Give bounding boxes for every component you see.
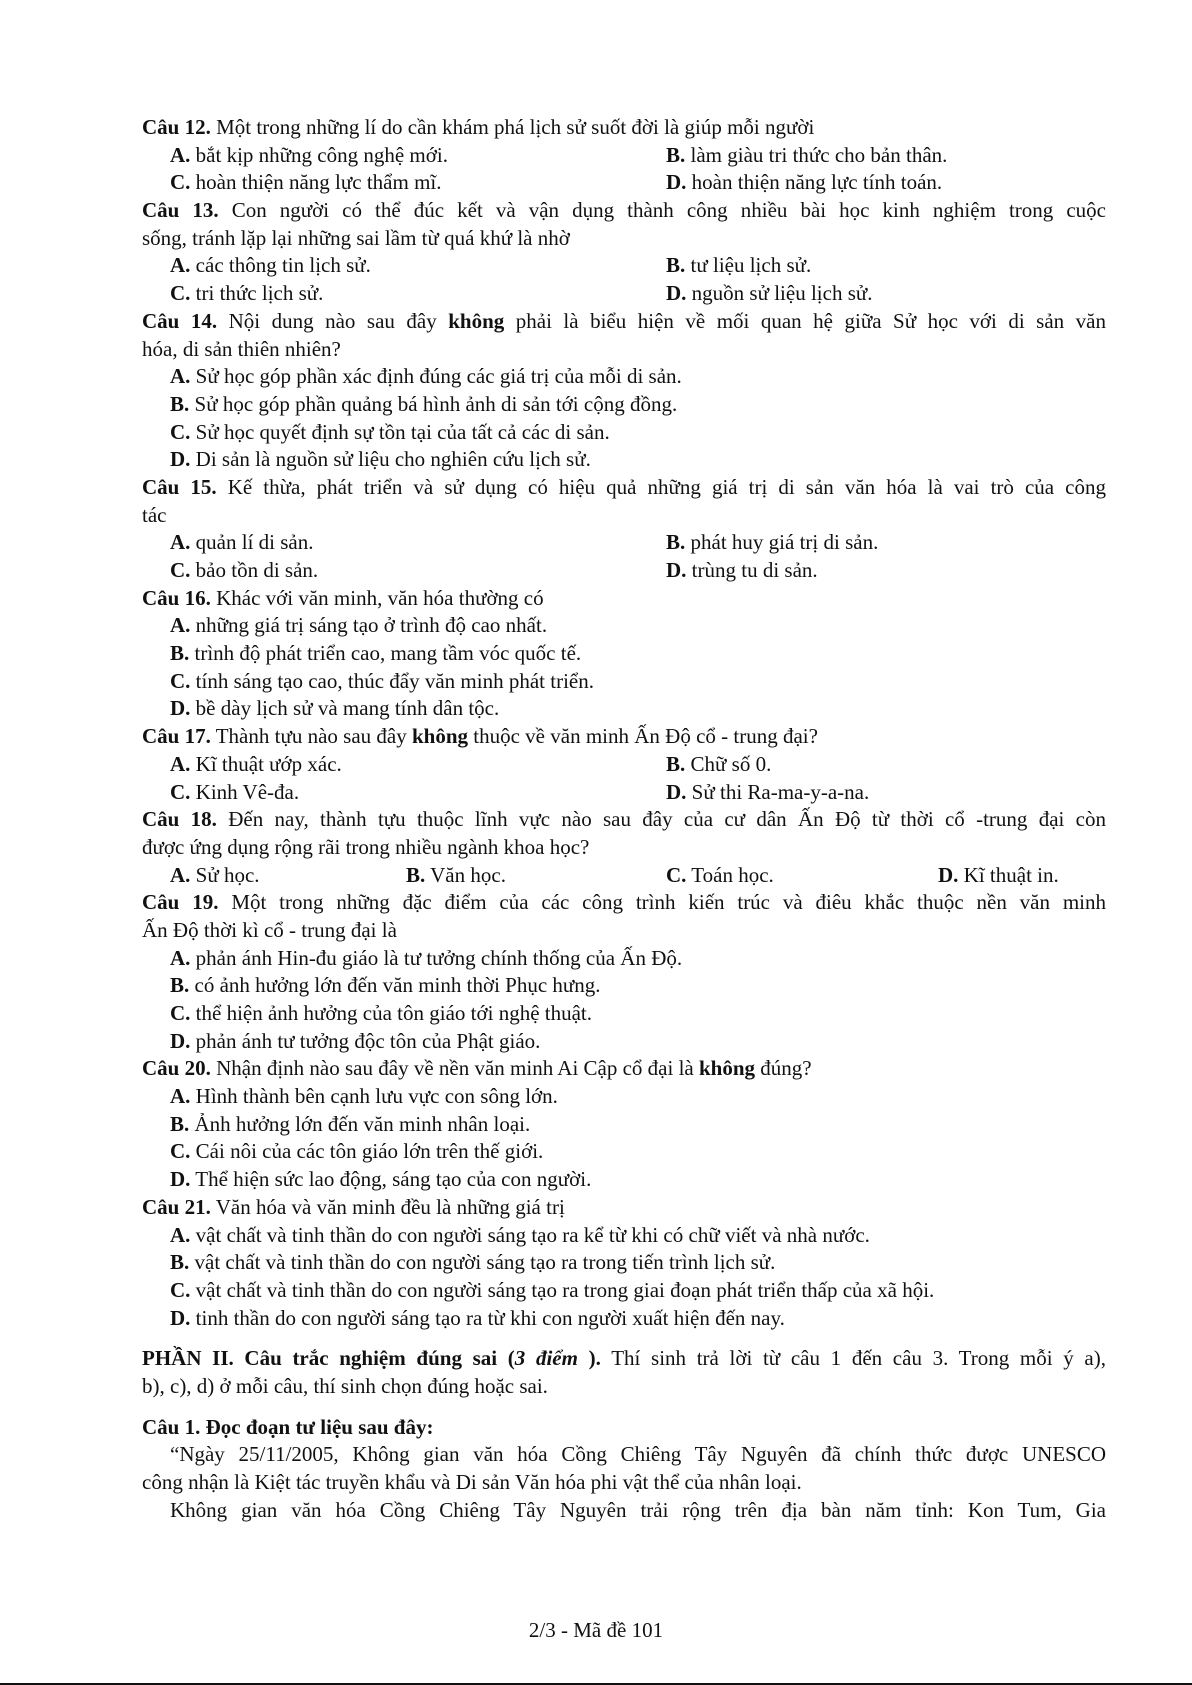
- emphasis-word: không: [448, 308, 505, 333]
- option-b: B. Ảnh hưởng lớn đến văn minh nhân loại.: [170, 1111, 531, 1136]
- question-text-continued: sống, tránh lặp lại những sai lầm từ quá khứ là nhờ: [142, 225, 570, 250]
- option-row: [142, 862, 1106, 890]
- option-b: B. Văn học.: [406, 862, 506, 887]
- source-paragraph-2: Không gian văn hóa Cồng Chiêng Tây Nguyên trải rộng trên địa bàn năm tỉnh: Kon Tum, Gia: [170, 1497, 1106, 1522]
- option-d: D. Di sản là nguồn sử liệu cho nghiên cứu lịch sử.: [170, 447, 591, 472]
- option-c: C. Cái nôi của các tôn giáo lớn trên thế giới.: [170, 1139, 544, 1164]
- part2-points: 3 điểm: [514, 1346, 578, 1371]
- option-a: A. bắt kịp những công nghệ mới.: [170, 142, 448, 167]
- option-a: A. phản ánh Hin-đu giáo là tư tưởng chính thống của Ấn Độ.: [170, 945, 683, 970]
- option-row: [142, 252, 1106, 280]
- option-c: C. hoàn thiện năng lực thẩm mĩ.: [170, 170, 442, 195]
- option-d: D. bề dày lịch sử và mang tính dân tộc.: [170, 696, 500, 721]
- question-text-continued: hóa, di sản thiên nhiên?: [142, 336, 341, 361]
- option-b: B. trình độ phát triển cao, mang tầm vóc quốc tế.: [170, 641, 582, 666]
- question-text: Kế thừa, phát triển và sử dụng có hiệu quả những giá trị di sản văn hóa là vai trò của công: [227, 474, 1106, 499]
- option-d: D. phản ánh tư tưởng độc tôn của Phật giáo.: [170, 1028, 541, 1053]
- option-a: A. Hình thành bên cạnh lưu vực con sông lớn.: [170, 1084, 558, 1109]
- option-row: [142, 280, 1106, 308]
- question-12: [142, 114, 1106, 142]
- option-a: A. Kĩ thuật ướp xác.: [170, 751, 342, 776]
- spacer: [142, 1401, 1106, 1414]
- option-c: C. vật chất và tinh thần do con người sáng tạo ra trong giai đoạn phát triển thấp của xã hội.: [170, 1277, 935, 1302]
- question-number: Câu 17.: [142, 724, 211, 749]
- question-number: Câu 18.: [142, 807, 217, 832]
- spacer: [142, 1332, 1106, 1345]
- question-text-continued: Ấn Độ thời kì cổ - trung đại là: [142, 917, 397, 942]
- question-20: Câu 20. Nhận định nào sau đây về nền văn minh Ai Cập cổ đại là không đúng?: [142, 1056, 812, 1081]
- option-c: C. tính sáng tạo cao, thúc đẩy văn minh phát triển.: [170, 668, 594, 693]
- option-d: D. Sử thi Ra-ma-y-a-na.: [666, 779, 870, 804]
- question-text-continued: được ứng dụng rộng rãi trong nhiều ngành khoa học?: [142, 834, 590, 859]
- part2-instructions-continued: b), c), d) ở mỗi câu, thí sinh chọn đúng hoặc sai.: [142, 1373, 548, 1398]
- option-row: [142, 779, 1106, 807]
- option-a: A. quản lí di sản.: [170, 530, 314, 555]
- emphasis-word: không: [699, 1056, 756, 1081]
- question-16: [142, 585, 1106, 613]
- option-c: C. thể hiện ảnh hưởng của tôn giáo tới nghệ thuật.: [170, 1001, 593, 1025]
- part2-instructions: Thí sinh trả lời từ câu 1 đến câu 3. Trong mỗi ý a),: [611, 1346, 1106, 1371]
- question-number: Câu 14.: [142, 308, 218, 333]
- option-b: B. phát huy giá trị di sản.: [666, 530, 879, 555]
- source-paragraph-1: “Ngày 25/11/2005, Không gian văn hóa Cồng Chiêng Tây Nguyên đã chính thức được UNESCO: [170, 1442, 1106, 1467]
- emphasis-word: không: [411, 724, 469, 749]
- option-d: D. hoàn thiện năng lực tính toán.: [666, 170, 943, 195]
- option-row: [142, 142, 1106, 170]
- question-text: Văn hóa và văn minh đều là những giá trị: [215, 1194, 565, 1219]
- question-21: [142, 1194, 1106, 1222]
- option-b: B. Sử học góp phần quảng bá hình ảnh di sản tới cộng đồng.: [170, 391, 678, 416]
- page-footer: 2/3 - Mã đề 101: [528, 1618, 664, 1642]
- option-c: C. Toán học.: [666, 862, 774, 887]
- option-d: D. tinh thần do con người sáng tạo ra từ khi con người xuất hiện đến nay.: [170, 1305, 785, 1330]
- option-d: D. Kĩ thuật in.: [938, 862, 1059, 887]
- question-text: Khác với văn minh, văn hóa thường có: [216, 585, 544, 610]
- option-d: D. nguồn sử liệu lịch sử.: [666, 281, 873, 306]
- question-number: Câu 20.: [142, 1056, 211, 1081]
- option-b: B. làm giàu tri thức cho bản thân.: [666, 142, 948, 167]
- option-d: D. Thể hiện sức lao động, sáng tạo của con người.: [170, 1167, 592, 1192]
- question-text: Một trong những lí do cần khám phá lịch sử suốt đời là giúp mỗi người: [216, 115, 815, 139]
- option-b: B. tư liệu lịch sử.: [666, 253, 812, 278]
- question-17: Câu 17. Thành tựu nào sau đây không thuộc về văn minh Ấn Độ cổ - trung đại?: [142, 724, 818, 749]
- question-number: Câu 12.: [142, 115, 211, 139]
- question-19: [142, 889, 1106, 917]
- option-row: [142, 169, 1106, 197]
- question-number: Câu 16.: [142, 585, 211, 610]
- part2-heading: PHẦN II. Câu trắc nghiệm đúng sai (3 điểm ). Thí sinh trả lời từ câu 1 đến câu 3. Trong mỗi ý a),: [142, 1346, 1106, 1371]
- option-c: C. tri thức lịch sử.: [170, 281, 324, 306]
- exam-content: [142, 114, 1106, 1524]
- question-15: [142, 474, 1106, 502]
- option-c: C. Kinh Vê-đa.: [170, 779, 300, 804]
- part2-question-1-title: Câu 1. Đọc đoạn tư liệu sau đây:: [142, 1414, 434, 1439]
- option-a: A. những giá trị sáng tạo ở trình độ cao nhất.: [170, 613, 548, 638]
- question-13: [142, 197, 1106, 225]
- option-row: [142, 751, 1106, 779]
- option-b: B. có ảnh hưởng lớn đến văn minh thời Phục hưng.: [170, 973, 601, 998]
- question-text: Đến nay, thành tựu thuộc lĩnh vực nào sau đây của cư dân Ấn Độ từ thời cổ -trung đại còn: [228, 807, 1106, 832]
- option-row: [142, 529, 1106, 557]
- option-row: [142, 557, 1106, 585]
- option-c: C. Sử học quyết định sự tồn tại của tất cả các di sản.: [170, 419, 610, 444]
- option-d: D. trùng tu di sản.: [666, 558, 818, 582]
- question-text: Con người có thể đúc kết và vận dụng thành công nhiều bài học kinh nghiệm trong cuộc: [231, 198, 1106, 223]
- option-a: A. vật chất và tinh thần do con người sáng tạo ra kể từ khi có chữ viết và nhà nước.: [170, 1222, 870, 1247]
- question-number: Câu 19.: [142, 890, 219, 915]
- option-a: A. các thông tin lịch sử.: [170, 253, 371, 278]
- question-14: Câu 14. Nội dung nào sau đây không phải là biểu hiện về mối quan hệ giữa Sử học với di sản văn: [142, 308, 1106, 333]
- option-a: A. Sử học góp phần xác định đúng các giá trị của mỗi di sản.: [170, 364, 682, 389]
- question-number: Câu 13.: [142, 198, 219, 223]
- source-paragraph-1-continued: công nhận là Kiệt tác truyền khẩu và Di sản Văn hóa phi vật thể của nhân loại.: [142, 1470, 802, 1494]
- question-18: [142, 806, 1106, 834]
- option-b: B. vật chất và tinh thần do con người sáng tạo ra trong tiến trình lịch sử.: [170, 1250, 776, 1275]
- question-text: Một trong những đặc điểm của các công trình kiến trúc và điêu khắc thuộc nền văn minh: [231, 890, 1106, 915]
- question-number: Câu 21.: [142, 1194, 211, 1219]
- option-a: A. Sử học.: [170, 862, 260, 887]
- option-b: B. Chữ số 0.: [666, 751, 772, 776]
- option-c: C. bảo tồn di sản.: [170, 558, 319, 582]
- question-number: Câu 15.: [142, 474, 217, 499]
- question-text-continued: tác: [142, 502, 167, 527]
